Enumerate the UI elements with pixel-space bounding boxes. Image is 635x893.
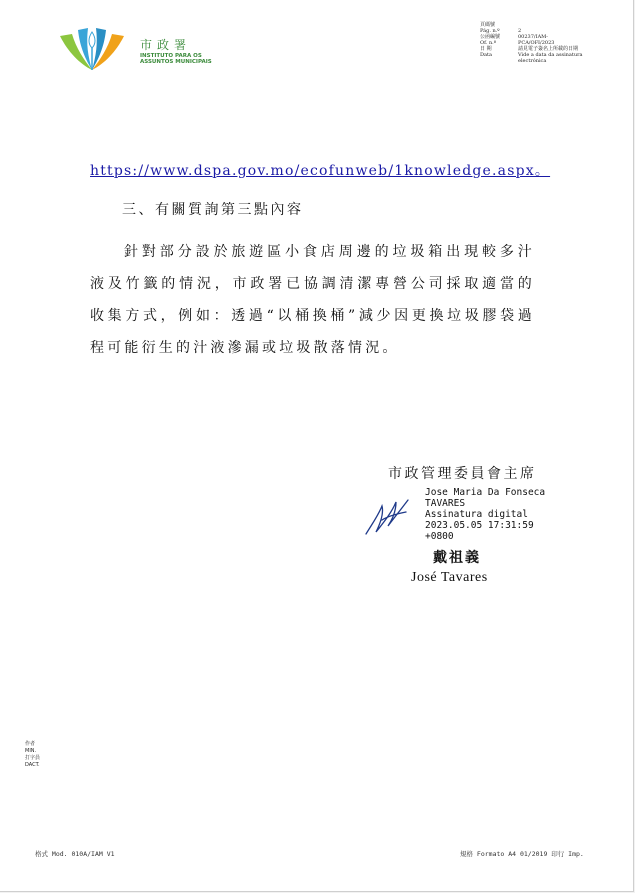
author-value: MIN.	[25, 748, 37, 754]
handwritten-signature-icon	[362, 494, 414, 538]
typist-label: 打字員	[25, 755, 41, 761]
meta-label: 公函編號	[480, 34, 501, 40]
body-paragraph: 針對部分設於旅遊區小食店周邊的垃圾箱出現較多汁液及竹籤的情況，市政署已協調清潔專營公司採取適當的收集方式，例如：透過“以桶換桶”減少因更換垃圾膠袋過程可能衍生的汁液滲漏或垃圾散落情況。	[90, 244, 535, 356]
meta-row	[480, 52, 598, 64]
meta-value: Vide a data da assinatura electrónica	[518, 52, 583, 64]
logo-pt-line2: ASSUNTOS MUNICIPAIS	[140, 59, 212, 65]
signer-name-chinese: 戴祖義	[433, 550, 481, 566]
meta-value: 2	[518, 28, 522, 34]
meta-value: 00237/IAM-	[518, 34, 548, 40]
logo-portuguese-name	[140, 53, 212, 65]
iam-emblem-icon	[58, 24, 138, 74]
reference-block	[480, 22, 598, 64]
meta-label: Pág. n.º	[480, 28, 500, 34]
digital-signature-block	[425, 487, 545, 542]
dspa-knowledge-link[interactable]: https://www.dspa.gov.mo/ecofunweb/1knowledge.aspx。	[90, 163, 551, 179]
meta-label: 日 期	[480, 46, 492, 52]
meta-label: Data	[480, 52, 492, 58]
signature-line: +0800	[425, 531, 454, 542]
iam-logo	[58, 24, 228, 74]
logo-pt-line1: INSTITUTO PARA OS	[140, 53, 202, 59]
meta-label: 頁碼號	[480, 22, 496, 28]
author-label: 作者	[25, 741, 36, 747]
logo-chinese-name: 市政署	[140, 38, 192, 52]
signer-name-portuguese: José Tavares	[411, 570, 488, 585]
footer-format: 規格 Formato A4 01/2019 印行 Imp.	[460, 850, 584, 858]
meta-value: 請見電子簽名上所載的日期	[518, 46, 579, 52]
signature-line: 2023.05.05 17:31:59	[425, 520, 534, 531]
signature-line: Assinatura digital	[425, 509, 528, 520]
section-heading: 三、有關質詢第三點內容	[122, 202, 304, 218]
signer-title: 市政管理委員會主席	[388, 466, 537, 482]
signature-line: TAVARES	[425, 498, 466, 509]
meta-label: Of. n.º	[480, 40, 497, 46]
author-typist-block	[25, 741, 40, 769]
meta-value: PCA/OFI/2023	[518, 40, 555, 46]
signature-line: Jose Maria Da Fonseca	[425, 487, 546, 498]
typist-value: DACT.	[25, 762, 40, 768]
footer-form-code: 格式 Mod. 010A/IAM V1	[35, 850, 115, 858]
